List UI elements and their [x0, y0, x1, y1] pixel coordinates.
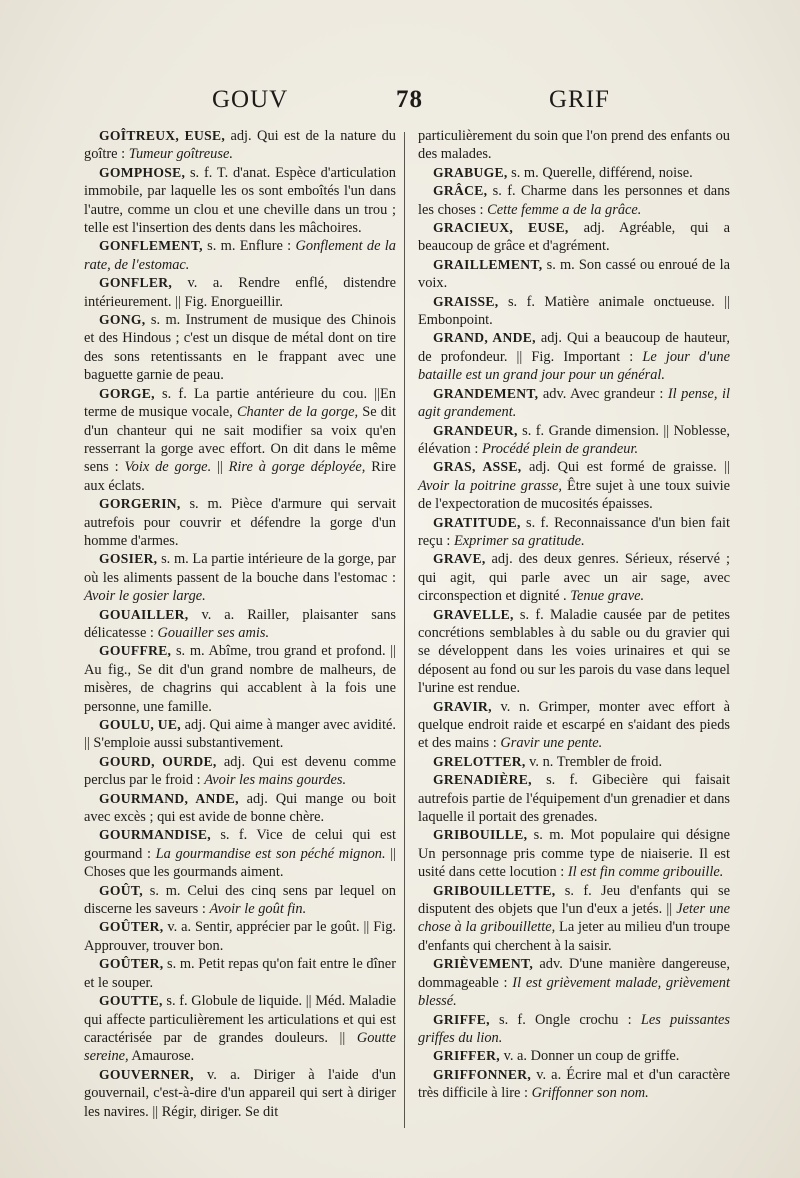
header-left-guideword: GOUV: [212, 86, 289, 113]
entry-definition: s. m. Petit repas qu'on fait entre le dîner et le souper.: [84, 956, 396, 991]
dictionary-entry: [84, 385, 396, 495]
dictionary-entry: [418, 458, 730, 513]
entry-headword: GRIÈVEMENT,: [433, 956, 534, 972]
entry-headword: GOURMANDISE,: [99, 827, 211, 843]
entry-definition: s. f. Gibecière qui faisait autrefois partie de l'équipement d'un grenadier et dans laquelle il portait des grenades.: [418, 772, 730, 826]
entry-definition: adv. D'une manière dangereuse, dommageable : Il est grièvement malade, grièvement blessé.: [418, 956, 730, 1010]
entry-definition: s. m. La partie intérieure de la gorge, par où les aliments passent de la bouche dans l'estomac : Avoir le gosier large.: [84, 551, 396, 605]
entry-definition: adj. Qui est devenu comme perclus par le froid : Avoir les mains gourdes.: [84, 753, 396, 789]
entry-headword: GRABUGE,: [433, 164, 508, 180]
entry-definition: s. f. Vice de celui qui est gourmand : La gourmandise est son péché mignon. || Choses que les gourmands aiment.: [84, 827, 396, 881]
dictionary-entry: [84, 992, 396, 1066]
entry-definition: adj. Qui a beaucoup de hauteur, de profondeur. || Fig. Important : Le jour d'une bataille est un grand jour pour un général.: [418, 330, 730, 384]
dictionary-entry: [418, 771, 730, 826]
entry-headword: GRELOTTER,: [433, 753, 526, 769]
entry-definition: v. a. Rendre enflé, distendre intérieurement. || Fig. Enorgueillir.: [84, 275, 396, 310]
entry-headword: GOURD, OURDE,: [99, 753, 217, 769]
entry-headword: GRÂCE,: [433, 183, 488, 199]
dictionary-entry: [418, 293, 730, 330]
dictionary-entry: [418, 753, 730, 771]
entry-definition: v. a. Diriger à l'aide d'un gouvernail, c'est-à-dire d'un appareil qui sert à diriger les navires. || Régir, diriger. Se dit: [84, 1066, 396, 1120]
dictionary-entry: [84, 311, 396, 385]
dictionary-entry: [418, 606, 730, 698]
dictionary-entry: [418, 1047, 730, 1065]
dictionary-entry: [418, 826, 730, 881]
entry-definition: particulièrement du soin que l'on prend des enfants ou des malades.: [418, 128, 730, 163]
dictionary-entry: [84, 790, 396, 827]
dictionary-entry: [418, 1066, 730, 1103]
dictionary-entry: [84, 753, 396, 790]
entry-definition: v. n. Trembler de froid.: [525, 753, 663, 770]
entry-definition: s. m. Celui des cinq sens par lequel on discerne les saveurs : Avoir le goût fin.: [84, 882, 396, 918]
entry-headword: GRAISSE,: [433, 293, 499, 309]
entry-definition: adj. des deux genres. Sérieux, réservé ; qui agit, qui parle avec un air sage, avec circonspection et dignité . Tenue grave.: [418, 551, 730, 605]
dictionary-entry: [418, 550, 730, 605]
dictionary-entry: [84, 826, 396, 881]
dictionary-entry: [84, 237, 396, 274]
entry-definition: s. f. Globule de liquide. || Méd. Maladie qui affecte particulièrement les articulations et qui est caractérisée par de grandes douleurs. || Goutte sereine, Amaurose.: [84, 993, 396, 1065]
entry-headword: GOÛTER,: [99, 919, 164, 935]
entry-definition: v. a. Donner un coup de griffe.: [499, 1048, 680, 1065]
entry-definition: s. f. Charme dans les personnes et dans les choses : Cette femme a de la grâce.: [418, 183, 730, 218]
dictionary-entry: [418, 955, 730, 1010]
entry-definition: s. f. T. d'anat. Espèce d'articulation immobile, par laquelle les os sont emboîtés l'un dans l'autre, comme un clou et une cheville dans un trou ; telle est l'insertion des dents dans les mâchoires.: [84, 164, 396, 237]
entry-headword: GRAS, ASSE,: [433, 459, 522, 475]
entry-headword: GRACIEUX, EUSE,: [433, 220, 569, 236]
entry-headword: GOUVERNER,: [99, 1066, 194, 1082]
entry-headword: GOÛT,: [99, 882, 143, 898]
dictionary-entry: [84, 274, 396, 311]
dictionary-entry: [418, 698, 730, 753]
entry-definition: adj. Qui mange ou boit avec excès ; qui est avide de bonne chère.: [84, 790, 397, 826]
dictionary-entry: [84, 127, 396, 164]
entry-definition: v. a. Railler, plaisanter sans délicatesse : Gouailler ses amis.: [84, 606, 396, 641]
entry-definition: s. f. La partie antérieure du cou. ||En terme de musique vocale, Chanter de la gorge, Se dit d'un chanteur qui ne sait modifier sa voix qu'en resserrant la gorge avec effort. On dit dans le même sens : Voix de gorge. || Rire à gorge déployée, Rire aux éclats.: [84, 385, 396, 494]
dictionary-entry: [418, 329, 730, 384]
entry-definition: adj. Qui aime à manger avec avidité. || S'emploie aussi substantivement.: [84, 717, 396, 752]
entry-definition: adj. Agréable, qui a beaucoup de grâce et d'agrément.: [418, 220, 730, 255]
entry-definition: adj. Qui est de la nature du goître : Tumeur goîtreuse.: [84, 128, 396, 163]
entry-definition: v. a. Sentir, apprécier par le goût. || Fig. Approuver, trouver bon.: [84, 919, 396, 954]
entry-headword: GOUTTE,: [99, 993, 163, 1009]
dictionary-entry: [84, 606, 396, 643]
dictionary-entry: [418, 882, 730, 956]
entry-definition: v. a. Écrire mal et d'un caractère très difficile à lire : Griffonner son nom.: [418, 1066, 730, 1102]
entry-headword: GORGE,: [99, 385, 155, 401]
dictionary-entry: [84, 164, 396, 238]
dictionary-entry: [418, 182, 730, 219]
dictionary-entry: [84, 550, 396, 605]
entry-definition: s. f. Jeu d'enfants qui se disputent des objets que l'un d'eux a jetés. || Jeter une chose à la gribouillette, La jeter au milieu d'un troupe d'enfants qui cherchent à la saisir.: [418, 882, 730, 954]
entry-headword: GOSIER,: [99, 551, 158, 567]
entry-headword: GRANDEUR,: [433, 422, 518, 438]
entry-headword: GOMPHOSE,: [99, 164, 186, 180]
entry-definition: s. m. Enflure : Gonflement de la rate, de l'estomac.: [84, 238, 396, 273]
entry-definition: s. m. Instrument de musique des Chinois et des Hindous ; c'est un disque de métal dont on tire des sons retentissants en le frappant avec une baguette garnie de peau.: [84, 312, 396, 384]
right-column: [418, 127, 730, 1103]
entry-headword: GRENADIÈRE,: [433, 772, 532, 788]
entry-headword: GRIBOUILLE,: [433, 827, 528, 843]
dictionary-entry: [84, 642, 396, 716]
left-column: [84, 127, 396, 1121]
entry-definition: s. f. Reconnaissance d'un bien fait reçu : Exprimer sa gratitude.: [418, 514, 730, 549]
column-divider: [404, 132, 405, 1128]
entry-headword: GRIFFER,: [433, 1048, 500, 1064]
entry-headword: GOULU, UE,: [99, 717, 181, 732]
entry-headword: GONG,: [99, 312, 146, 328]
entry-headword: GRIFFONNER,: [433, 1066, 532, 1082]
dictionary-entry: [418, 219, 730, 256]
entry-headword: GONFLER,: [99, 275, 173, 291]
entry-definition: adj. Qui est formé de graisse. || Avoir la poitrine grasse, Être sujet à une toux suivie de l'expectoration de mucosités épaisses.: [418, 459, 730, 513]
page-number: 78: [396, 86, 423, 113]
entry-definition: s. f. Ongle crochu : Les puissantes griffes du lion.: [418, 1011, 730, 1046]
entry-definition: s. f. Grande dimension. || Noblesse, élévation : Procédé plein de grandeur.: [418, 422, 730, 457]
dictionary-entry: [84, 955, 396, 992]
header-right-guideword: GRIF: [549, 86, 610, 113]
entry-headword: GORGERIN,: [99, 496, 181, 512]
dictionary-entry: [84, 1066, 396, 1121]
dictionary-entry: [418, 127, 730, 164]
entry-headword: GRANDEMENT,: [433, 385, 539, 401]
dictionary-entry: [418, 422, 730, 459]
entry-definition: s. f. Maladie causée par de petites concrétions semblables à du sable ou du gravier qui se développent dans les voies urinaires et qui se déposent au fond ou sur les parois du vase dans lequel l'urine est rendue.: [418, 606, 730, 697]
entry-headword: GOÎTREUX, EUSE,: [99, 128, 226, 143]
entry-headword: GRAVIR,: [433, 698, 492, 714]
entry-definition: s. m. Abîme, trou grand et profond. || Au fig., Se dit d'un grand nombre de malheurs, de misères, de chagrins qui accablent à la fois une personne, une famille.: [84, 643, 396, 715]
entry-headword: GOURMAND, ANDE,: [99, 790, 239, 806]
dictionary-entry: [418, 164, 730, 182]
entry-headword: GRIFFE,: [433, 1011, 490, 1027]
entry-headword: GOÛTER,: [99, 956, 164, 972]
entry-headword: GONFLEMENT,: [99, 238, 203, 254]
entry-headword: GRAND, ANDE,: [433, 330, 536, 346]
entry-definition: s. m. Son cassé ou enroué de la voix.: [418, 256, 730, 292]
entry-definition: s. m. Pièce d'armure qui servait autrefois pour couvrir et défendre la gorge d'un homme d'armes.: [84, 496, 396, 549]
dictionary-entry: [84, 495, 396, 550]
entry-definition: s. f. Matière animale onctueuse. || Embonpoint.: [418, 293, 730, 329]
dictionary-entry: [84, 882, 396, 919]
entry-headword: GRIBOUILLETTE,: [433, 882, 556, 898]
dictionary-entry: [418, 256, 730, 293]
entry-headword: GRAVE,: [433, 551, 486, 567]
dictionary-entry: [418, 514, 730, 551]
page-header: [0, 86, 800, 126]
entry-headword: GRATITUDE,: [433, 514, 521, 530]
dictionary-entry: [84, 716, 396, 753]
dictionary-entry: [84, 918, 396, 955]
entry-definition: adv. Avec grandeur : Il pense, il agit grandement.: [418, 385, 730, 421]
dictionary-entry: [418, 385, 730, 422]
entry-definition: v. n. Grimper, monter avec effort à quelque endroit raide et escarpé en s'aidant des pieds et des mains : Gravir une pente.: [418, 698, 730, 752]
entry-headword: GRAVELLE,: [433, 606, 514, 622]
entry-headword: GOUFFRE,: [99, 643, 172, 659]
dictionary-entry: [418, 1011, 730, 1048]
entry-headword: GRAILLEMENT,: [433, 256, 543, 272]
entry-headword: GOUAILLER,: [99, 606, 189, 622]
entry-definition: s. m. Querelle, différend, noise.: [507, 164, 693, 181]
entry-definition: s. m. Mot populaire qui désigne Un personnage pris comme type de niaiserie. Il est usité dans cette locution : Il est fin comme gribouille.: [418, 827, 730, 881]
